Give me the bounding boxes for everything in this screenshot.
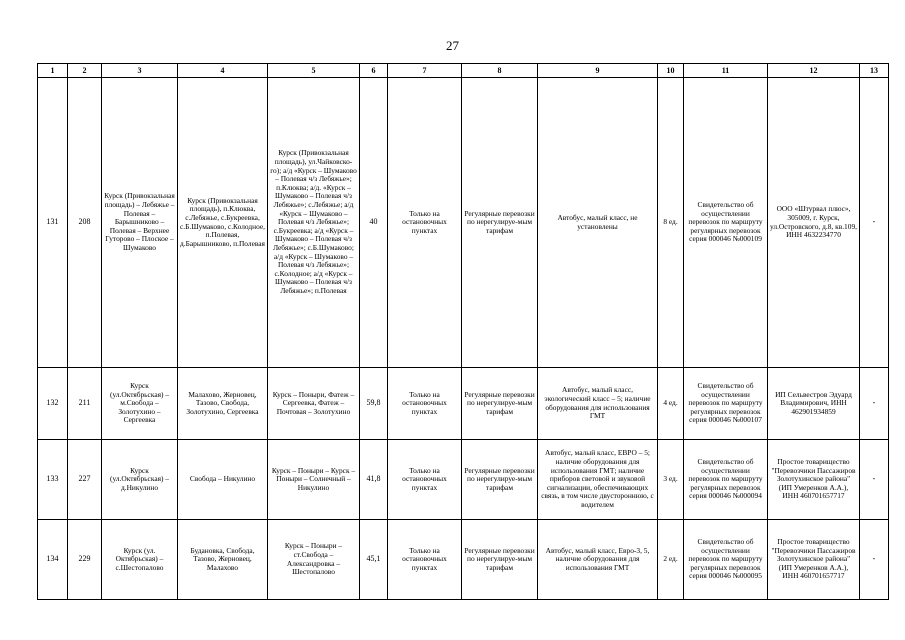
- column-header: 6: [360, 64, 388, 78]
- cell-carrier: ИП Сельвестров Эдуард Владимирович, ИНН 462901934859: [768, 368, 860, 440]
- cell-route-number: 132: [38, 368, 68, 440]
- cell-certificate: Свидетельство об осуществлении перевозок по маршруту регулярных перевозок серия 000046 №000095: [684, 520, 768, 600]
- column-header: 1: [38, 64, 68, 78]
- page-number: 27: [446, 38, 459, 53]
- cell-route-number: 131: [38, 78, 68, 368]
- cell-certificate: Свидетельство об осуществлении перевозок по маршруту регулярных перевозок серия 000046 №000107: [684, 368, 768, 440]
- column-header: 3: [102, 64, 178, 78]
- column-header: 4: [178, 64, 268, 78]
- column-header: 9: [538, 64, 658, 78]
- cell-vehicle-count: 2 ед.: [658, 520, 684, 600]
- cell-intermediate-stops: Свобода – Никулино: [178, 440, 268, 520]
- cell-intermediate-stops: Курск (Привокзальная площадь), п.Клюква, с.Лебяжье, с.Букреевка, с.Б.Шумаково, с.Колодное, п.Полевая, д.Барышниково, п.Полевая: [178, 78, 268, 368]
- table-header-row: [38, 64, 889, 78]
- cell-length: 40: [360, 78, 388, 368]
- table-row: [38, 520, 889, 600]
- cell-vehicle-characteristics: Автобус, малый класс, ЕВРО – 5; наличие оборудования для использования ГМТ; наличие приборов световой и звуковой сигнализации, обеспечивающих связь, в том числе двустороннюю, с водителем: [538, 440, 658, 520]
- cell-certificate: Свидетельство об осуществлении перевозок по маршруту регулярных перевозок серия 000046 №000109: [684, 78, 768, 368]
- cell-streets: Курск (Привокзальная площадь), ул.Чайковско-го); а/д «Курск – Шумаково – Полевая ч/з Лебяжье»; п.Клюква; а/д. «Курск – Шумаково – Полевая ч/з Лебяжье»; с.Лебяжье; а/д «Курск – Шумаково – Полевая ч/з Лебяжье»; с.Букреевка; а/д «Курск – Шумаково – Полевая ч/з Лебяжье»; с.Б.Шумаково; а/д «Курск – Шумаково – Полевая ч/з Лебяжье»; с.Колодное; а/д «Курск – Шумаково – Полевая ч/з Лебяжье»; п.Полевая: [268, 78, 360, 368]
- column-header: 2: [68, 64, 102, 78]
- cell-route-number: 133: [38, 440, 68, 520]
- column-header: 12: [768, 64, 860, 78]
- cell-extra: -: [860, 78, 889, 368]
- cell-length: 59,8: [360, 368, 388, 440]
- column-header: 10: [658, 64, 684, 78]
- cell-transport-type: Регулярные перевозки по нерегулируе-мым тарифам: [462, 368, 538, 440]
- cell-route-code: 211: [68, 368, 102, 440]
- cell-intermediate-stops: Будановка, Свобода, Тазово, Жерновец, Малахово: [178, 520, 268, 600]
- cell-carrier: ООО «Штурвал плюс», 305009, г. Курск, ул.Островского, д.8, кв.109, ИНН 4632234770: [768, 78, 860, 368]
- cell-route-name: Курск (ул.Октябрьская) – м.Свобода – Золотухино – Сергеевка: [102, 368, 178, 440]
- cell-certificate: Свидетельство об осуществлении перевозок по маршруту регулярных перевозок серия 000046 №000094: [684, 440, 768, 520]
- table-row: [38, 368, 889, 440]
- cell-transport-type: Регулярные перевозки по нерегулируе-мым тарифам: [462, 520, 538, 600]
- cell-route-code: 208: [68, 78, 102, 368]
- cell-route-name: Курск (Привокзальная площадь) – Лебяжье – Полевая – Барышниково – Полевая – Верхнее Гуторово – Плоское – Шумаково: [102, 78, 178, 368]
- cell-route-name: Курск (ул.Октябрьская) – д.Никулино: [102, 440, 178, 520]
- column-header: 7: [388, 64, 462, 78]
- cell-vehicle-characteristics: Автобус, малый класс, не установлены: [538, 78, 658, 368]
- cell-route-code: 227: [68, 440, 102, 520]
- cell-length: 45,1: [360, 520, 388, 600]
- cell-vehicle-count: 4 ед.: [658, 368, 684, 440]
- table-row: [38, 440, 889, 520]
- cell-route-name: Курск (ул. Октябрьская) – с.Шестопалово: [102, 520, 178, 600]
- cell-extra: -: [860, 368, 889, 440]
- column-header: 8: [462, 64, 538, 78]
- cell-extra: -: [860, 440, 889, 520]
- cell-streets: Курск – Поныри – Курск – Поныри – Солнечный – Никулино: [268, 440, 360, 520]
- cell-vehicle-count: 3 ед.: [658, 440, 684, 520]
- cell-streets: Курск – Поныри, Фатеж – Сергеевка, Фатеж – Почтовая – Золотухино: [268, 368, 360, 440]
- cell-length: 41,8: [360, 440, 388, 520]
- cell-carrier: Простое товарищество "Перевозчики Пассажиров Золотухинское района" (ИП Умеренков А.А.), ИНН 460701657717: [768, 520, 860, 600]
- column-header: 13: [860, 64, 889, 78]
- column-header: 5: [268, 64, 360, 78]
- cell-vehicle-characteristics: Автобус, малый класс, экологический класс – 5; наличие оборудования для использования ГМТ: [538, 368, 658, 440]
- table-row: [38, 78, 889, 368]
- cell-vehicle-count: 8 ед.: [658, 78, 684, 368]
- cell-transport-type: Регулярные перевозки по нерегулируе-мым тарифам: [462, 440, 538, 520]
- cell-stop-procedure: Только на остановочных пунктах: [388, 368, 462, 440]
- cell-extra: -: [860, 520, 889, 600]
- cell-stop-procedure: Только на остановочных пунктах: [388, 520, 462, 600]
- cell-stop-procedure: Только на остановочных пунктах: [388, 78, 462, 368]
- routes-table: [37, 63, 889, 600]
- cell-carrier: Простое товарищество "Перевозчики Пассажиров Золотухинское района" (ИП Умеренков А.А.), ИНН 460701657717: [768, 440, 860, 520]
- cell-transport-type: Регулярные перевозки по нерегулируе-мым тарифам: [462, 78, 538, 368]
- cell-streets: Курск – Поныри – ст.Свобода – Александровка – Шестопалово: [268, 520, 360, 600]
- cell-route-code: 229: [68, 520, 102, 600]
- cell-route-number: 134: [38, 520, 68, 600]
- cell-intermediate-stops: Малахово, Жерновец, Тазово, Свобода, Золотухино, Сергеевка: [178, 368, 268, 440]
- column-header: 11: [684, 64, 768, 78]
- cell-stop-procedure: Только на остановочных пунктах: [388, 440, 462, 520]
- cell-vehicle-characteristics: Автобус, малый класс, Евро-3, 5, наличие оборудования для использования ГМТ: [538, 520, 658, 600]
